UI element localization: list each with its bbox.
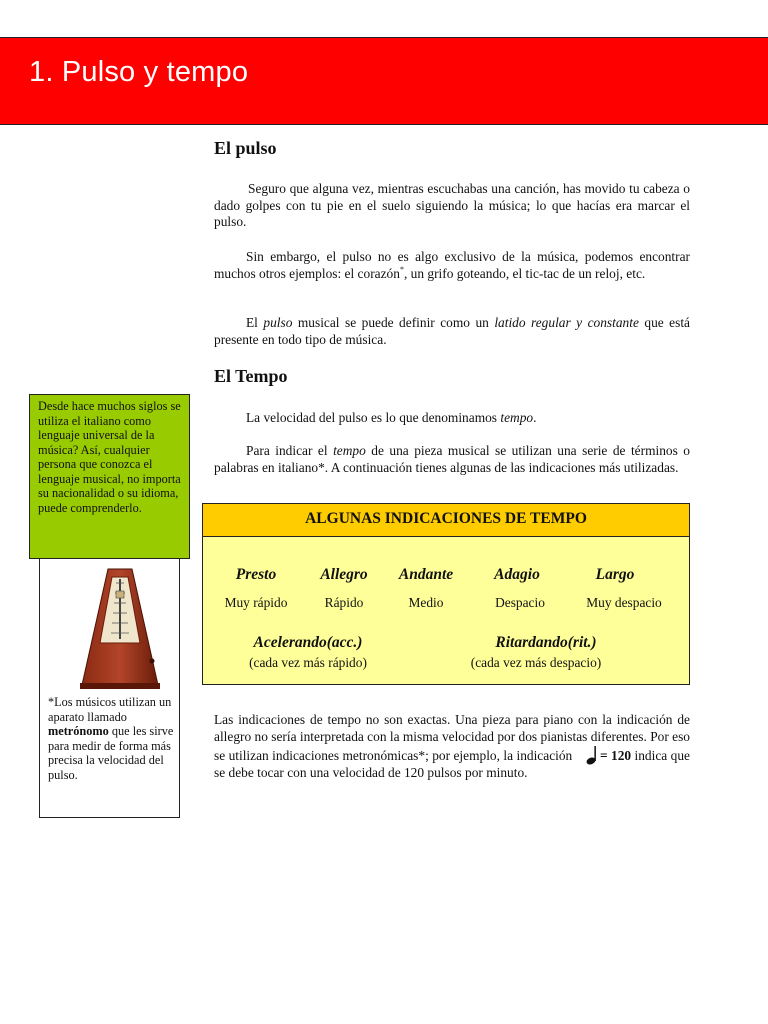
pulso-paragraph-3: El pulso musical se puede definir como un latido regular y constante que está presente en todo tipo de música.	[214, 315, 690, 347]
heading-el-tempo: El Tempo	[214, 366, 288, 386]
pulso-paragraph-2: Sin embargo, el pulso no es algo exclusivo de la música, podemos encontrar muchos otros ejemplos: el corazón*, un grifo goteando, el tic-tac de un reloj, etc.	[214, 249, 690, 281]
term-ritardando: Ritardando(rit.)	[495, 634, 597, 651]
meaning-ritardando: (cada vez más despacio)	[470, 655, 602, 670]
quarter-note-icon	[586, 745, 600, 765]
meaning-allegro: Rápido	[324, 595, 364, 610]
meaning-acelerando: (cada vez más rápido)	[249, 655, 367, 670]
heading-el-pulso: El pulso	[214, 138, 277, 158]
term-andante: Andante	[398, 566, 454, 583]
term-adagio: Adagio	[494, 566, 540, 583]
chapter-header	[0, 37, 768, 125]
term-acelerando: Acelerando(acc.)	[253, 634, 363, 651]
did-you-know-box	[29, 394, 190, 559]
metronome-caption: *Los músicos utilizan un aparato llamado metrónomo que les sirve para medir de forma más precisa la velocidad del pulso.	[48, 695, 174, 782]
meaning-largo: Muy despacio	[586, 595, 662, 610]
meaning-adagio: Despacio	[495, 595, 545, 610]
meaning-andante: Medio	[408, 595, 444, 610]
did-you-know-text: Desde hace muchos siglos se utiliza el italiano como lenguaje universal de la música? Así, cualquier persona que conozca el lenguaje musical, no importa su nacionalidad o su idioma, puede comprenderlo.	[38, 399, 181, 515]
term-presto: Presto	[235, 566, 277, 583]
closing-paragraph: Las indicaciones de tempo no son exactas. Una pieza para piano con la indicación de allegro no sería interpretada con la misma velocidad por dos pianistas diferentes. Por eso se utilizan indicaciones metronómicas*; por ejemplo, la indicación = 120 indica que se debe tocar con una velocidad de 120 pulsos por minuto.	[214, 712, 690, 781]
tempo-paragraph-1: La velocidad del pulso es lo que denominamos tempo.	[246, 410, 537, 425]
pulso-paragraph-1: Seguro que alguna vez, mientras escuchabas una canción, has movido tu cabeza o dado golpes con tu pie en el suelo siguiendo la música; lo que hacías era marcar el pulso.	[214, 181, 690, 230]
tempo-indications-table	[202, 503, 690, 685]
tempo-paragraph-2: Para indicar el tempo de una pieza musical se utilizan una serie de términos o palabras en italiano*. A continuación tienes algunas de las indicaciones más utilizadas.	[214, 443, 690, 475]
metronome-box	[39, 558, 180, 818]
metronome-icon	[70, 563, 170, 693]
meaning-presto: Muy rápido	[224, 595, 288, 610]
table-title: ALGUNAS INDICACIONES DE TEMPO	[203, 504, 689, 537]
term-largo: Largo	[595, 566, 635, 583]
term-allegro: Allegro	[320, 566, 368, 583]
chapter-title: 1. Pulso y tempo	[29, 56, 249, 88]
